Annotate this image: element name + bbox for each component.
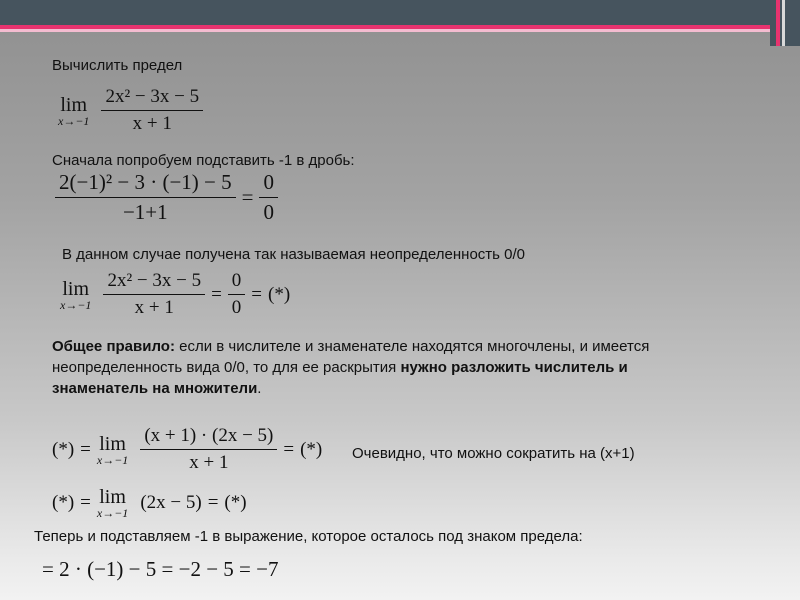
fraction-denominator: −1+1 — [122, 200, 168, 224]
fraction-denominator: x + 1 — [132, 113, 172, 134]
lim-operator: lim x→−1 — [58, 93, 90, 128]
fraction-numerator: 2(−1)² − 3 · (−1) − 5 — [55, 170, 236, 198]
fraction: $\frac{(x + 1) \cdot (2x - 5)}{x + 1}$ — [140, 425, 277, 474]
general-rule-paragraph: Общее правило: если в числителе и знаменателе находятся многочлены, и имеется неопределенность вида 0/0, то для ее раскрытия нужно разложить числитель и знаменатель на множители. — [52, 338, 650, 397]
cancel-note: Очевидно, что можно сократить на (x+1) — [352, 445, 635, 462]
lim-operator: lim x→−1 — [60, 277, 92, 312]
formula-limit-star: lim x→−1 $\frac{\text{2x² − 3x − 5}}{x + 1}$ = $\frac{0}{0}$ = (*) — [60, 270, 291, 318]
zero-over-zero: $\frac{0}{0}$ — [259, 170, 278, 225]
formula-reduced: (*) = lim x→−1 (2x − 5) = (*) — [52, 486, 247, 520]
step-substitute-text: Сначала попробуем подставить -1 в дробь: — [52, 152, 355, 169]
slide-corner-accent — [776, 0, 780, 46]
formula-limit-original — [58, 86, 203, 135]
task-heading: Вычислить предел — [52, 57, 183, 74]
formula-final-result: = 2 · (−1) − 5 = −2 − 5 = −7 — [42, 557, 279, 581]
fraction: $\frac{\text{2x² − 3x − 5}}{x + 1}$ — [103, 270, 205, 319]
final-step-text: Теперь и подставляем -1 в выражение, которое осталось под знаком предела: — [34, 528, 583, 545]
slide-accent-line-light — [0, 29, 800, 32]
zero-over-zero: $\frac{0}{0}$ — [228, 270, 246, 319]
uncertainty-text: В данном случае получена так называемая неопределенность 0/0 — [62, 246, 525, 263]
fraction — [55, 170, 236, 225]
lim-operator: lim x→−1 — [96, 432, 129, 467]
fraction — [101, 86, 203, 135]
star-mark: (*) — [268, 283, 291, 305]
formula-factored: (*) = lim x→−1 $\frac{(x + 1) \cdot (2x - 5)}{x + 1}$ = (*) — [52, 425, 323, 473]
formula-substitution — [55, 170, 278, 225]
equals-sign: = — [241, 185, 254, 209]
slide-corner-block — [770, 0, 800, 46]
slide-corner-stripe — [782, 0, 785, 46]
slide-top-bar — [0, 0, 800, 25]
fraction-numerator: 2x² − 3x − 5 — [101, 86, 203, 111]
lim-operator: lim x→−1 — [96, 486, 129, 520]
